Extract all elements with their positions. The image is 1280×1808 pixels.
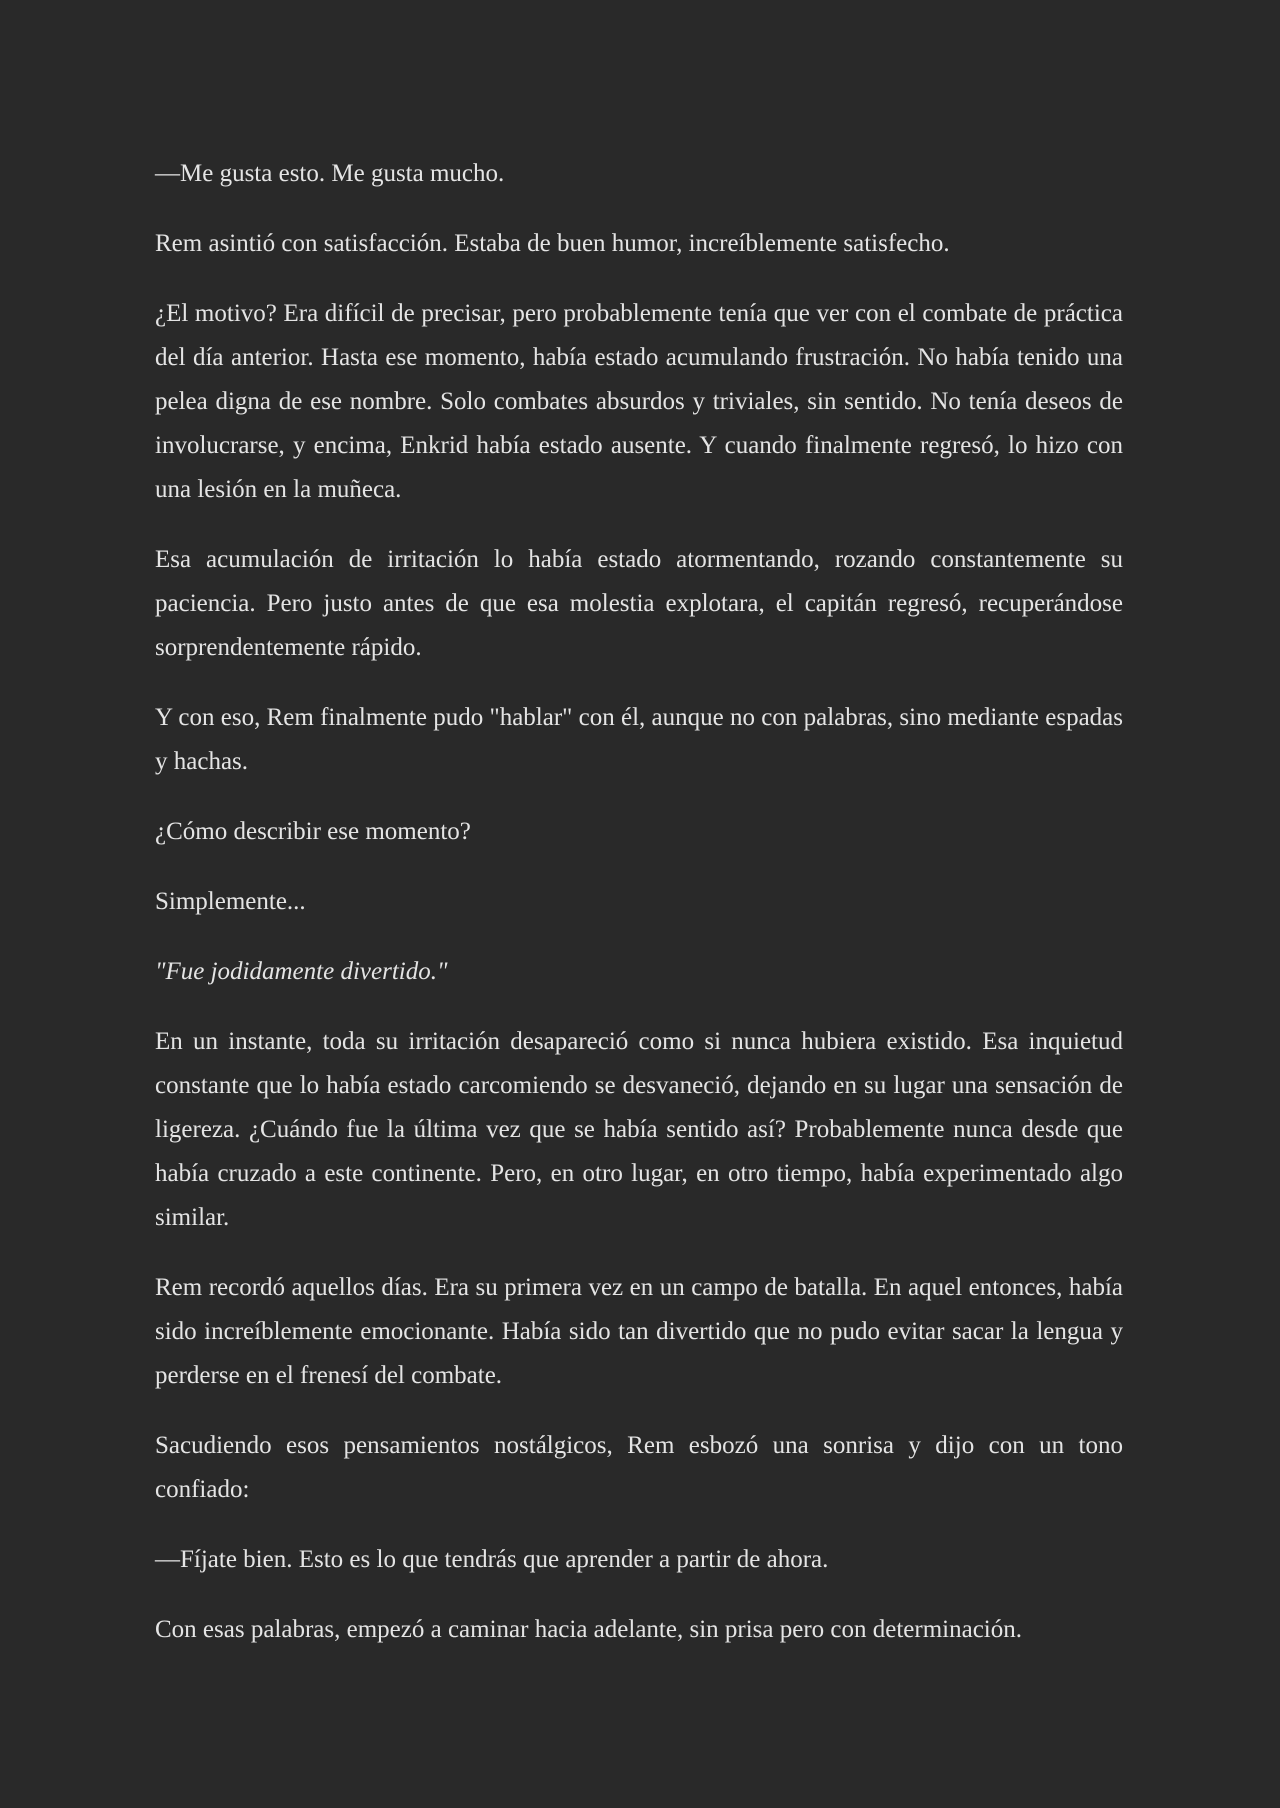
- paragraph: —Me gusta esto. Me gusta mucho.: [155, 160, 505, 187]
- paragraph: ¿Cómo describir ese momento?: [155, 818, 471, 845]
- paragraph: —Fíjate bien. Esto es lo que tendrás que aprender a partir de ahora.: [155, 1546, 829, 1573]
- document-body: [155, 152, 1123, 1678]
- paragraph: En un instante, toda su irritación desapareció como si nunca hubiera existido. Esa inquietud constante que lo había estado carcomiendo se desvaneció, dejando en su lugar una sensación de ligereza. ¿Cuándo fue la última vez que se había sentido así? Probablemente nunca desde que había cruzado a este continente. Pero, en otro lugar, en otro tiempo, había experimentado algo similar.: [155, 1028, 1123, 1231]
- paragraph: Esa acumulación de irritación lo había estado atormentando, rozando constantemente su paciencia. Pero justo antes de que esa molestia explotara, el capitán regresó, recuperándose sorprendentemente rápido.: [155, 546, 1123, 661]
- paragraph: Y con eso, Rem finalmente pudo "hablar" con él, aunque no con palabras, sino mediante espadas y hachas.: [155, 704, 1123, 775]
- paragraph: Sacudiendo esos pensamientos nostálgicos, Rem esbozó una sonrisa y dijo con un tono confiado:: [155, 1432, 1123, 1503]
- paragraph: Rem recordó aquellos días. Era su primera vez en un campo de batalla. En aquel entonces, había sido increíblemente emocionante. Había sido tan divertido que no pudo evitar sacar la lengua y perderse en el frenesí del combate.: [155, 1274, 1123, 1389]
- paragraph: Simplemente...: [155, 888, 306, 915]
- italic-quote: "Fue jodidamente divertido.": [155, 958, 448, 985]
- paragraph: ¿El motivo? Era difícil de precisar, pero probablemente tenía que ver con el combate de práctica del día anterior. Hasta ese momento, había estado acumulando frustración. No había tenido una pelea digna de ese nombre. Solo combates absurdos y triviales, sin sentido. No tenía deseos de involucrarse, y encima, Enkrid había estado ausente. Y cuando finalmente regresó, lo hizo con una lesión en la muñeca.: [155, 300, 1123, 503]
- paragraph: Rem asintió con satisfacción. Estaba de buen humor, increíblemente satisfecho.: [155, 230, 950, 257]
- paragraph: Con esas palabras, empezó a caminar hacia adelante, sin prisa pero con determinación.: [155, 1616, 1022, 1643]
